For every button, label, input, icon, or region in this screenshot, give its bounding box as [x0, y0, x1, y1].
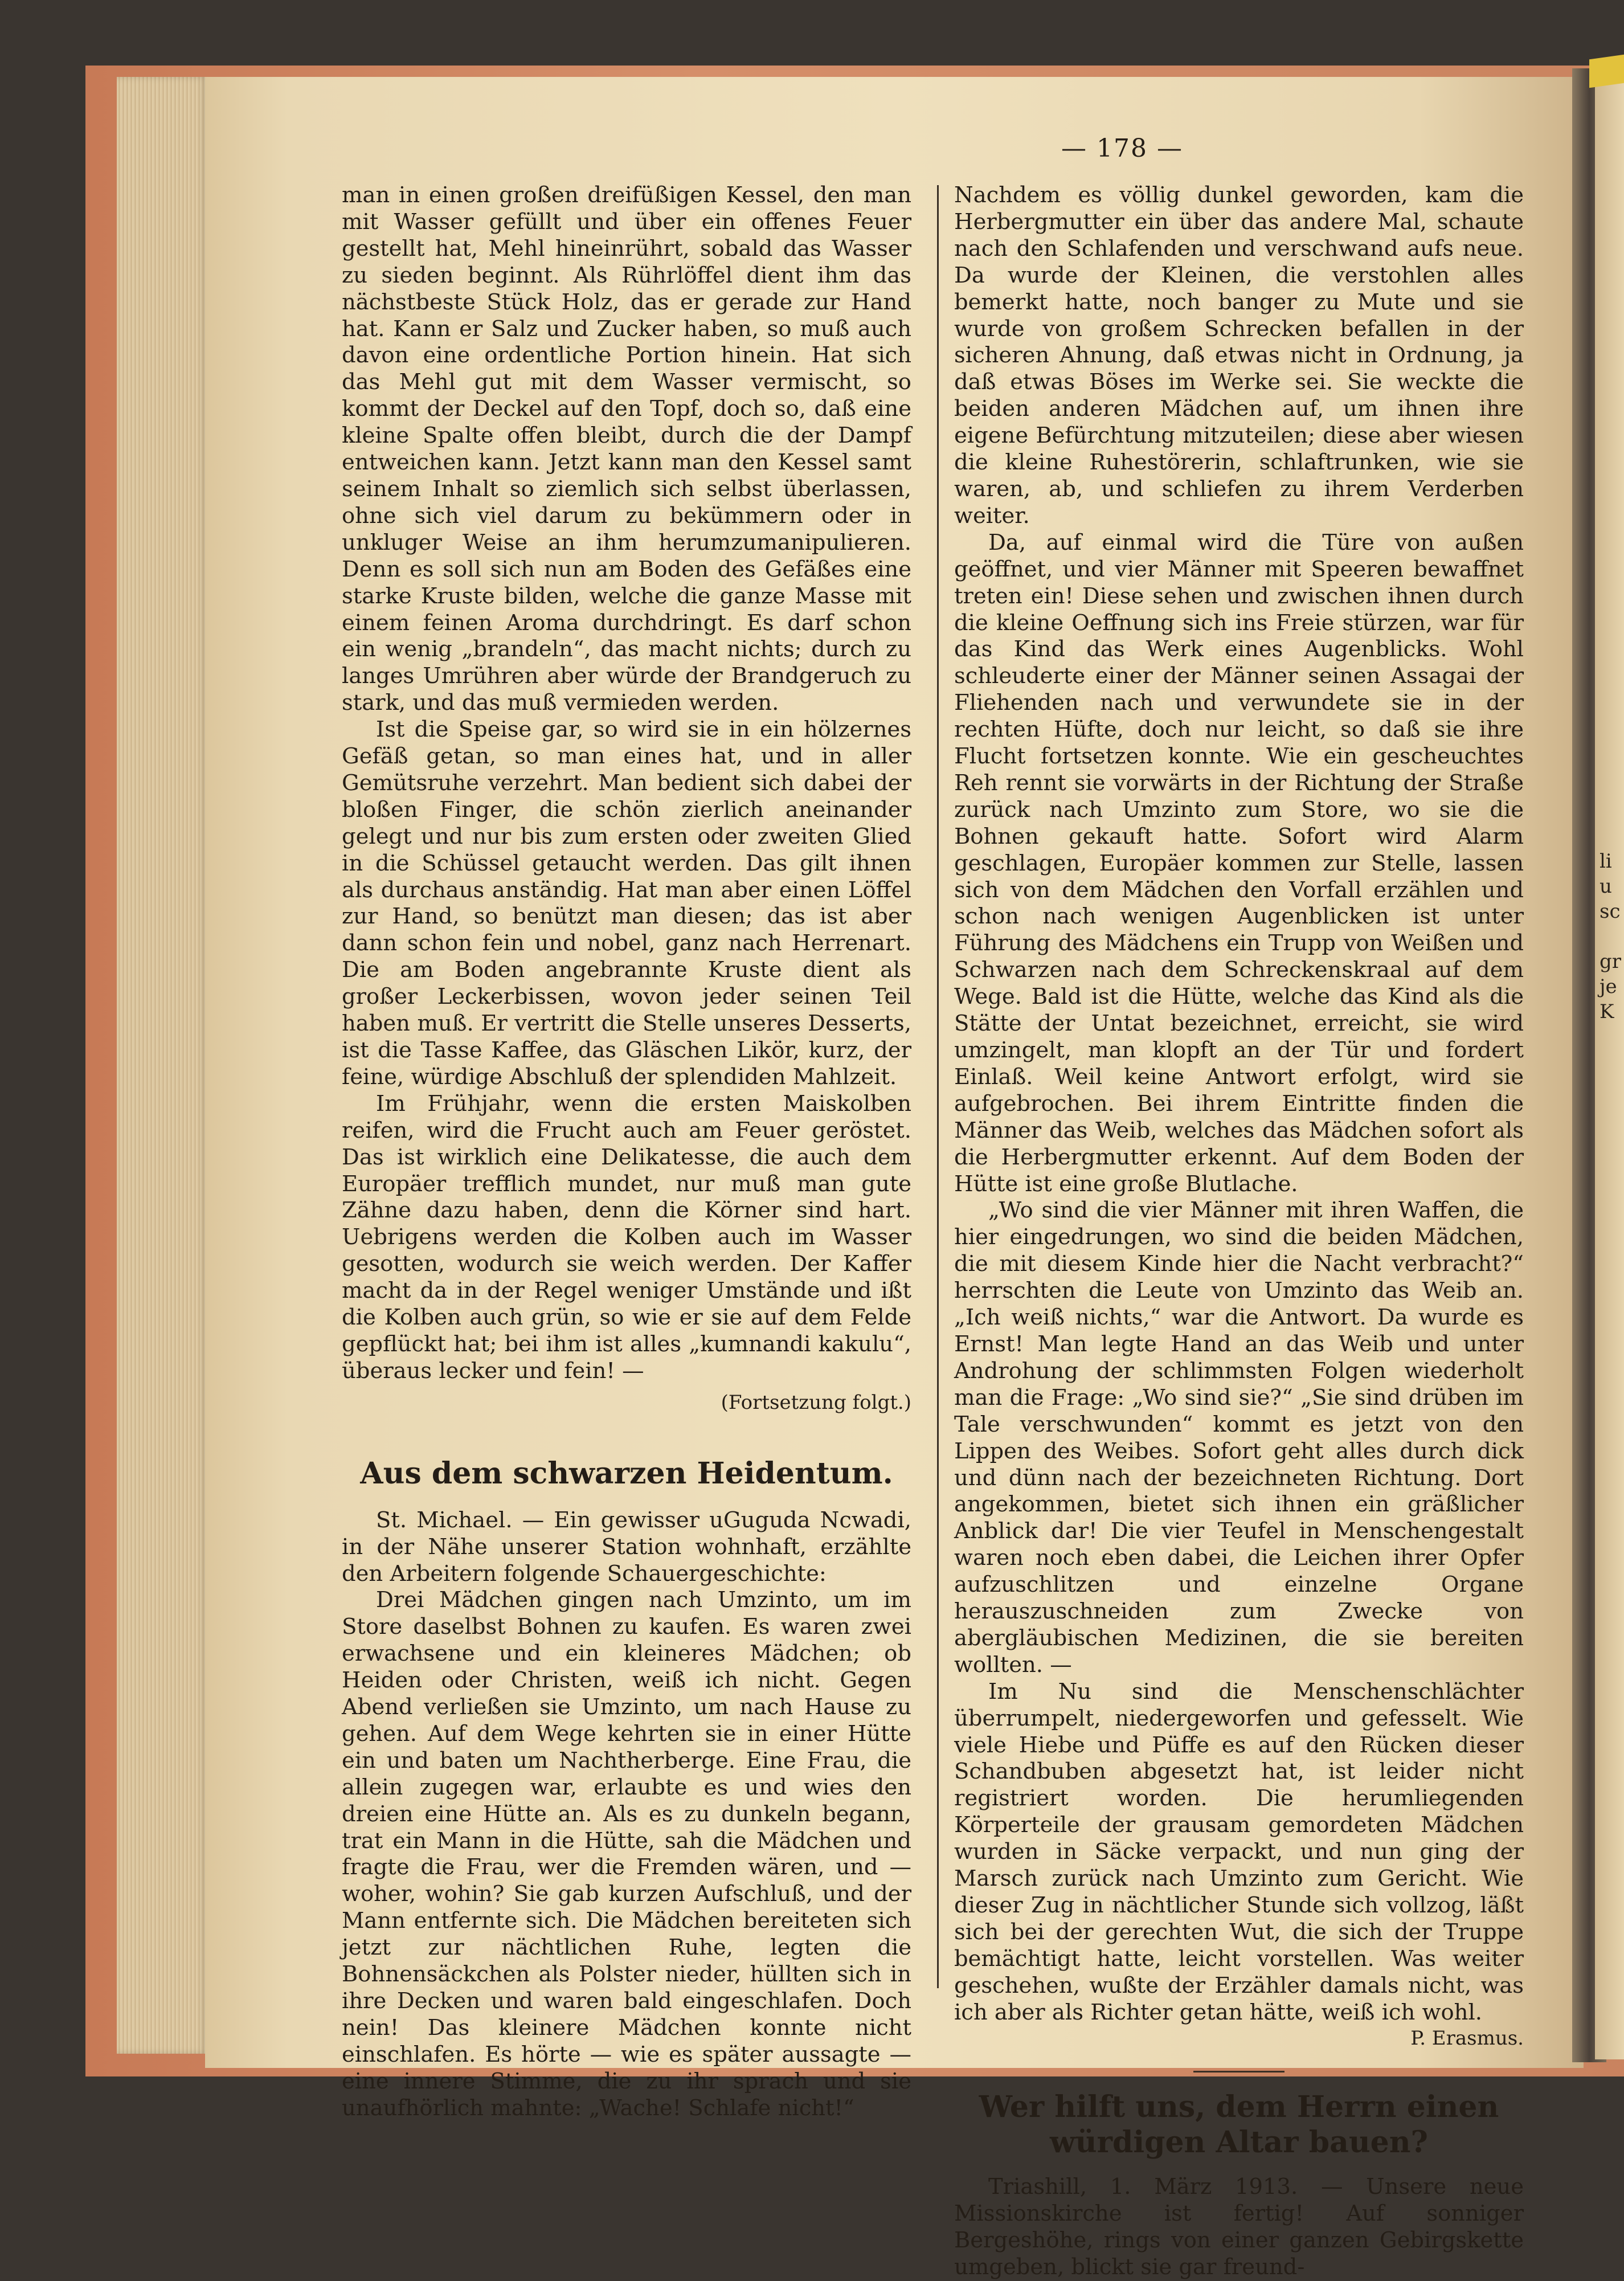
- right-column: [954, 182, 1524, 2281]
- author-signature: P. Erasmus.: [1410, 2026, 1524, 2050]
- paragraph: Nachdem es völlig dunkel geworden, kam die Herbergmutter ein über das andere Mal, schaute nach den Schlafenden und verschwand aufs neue. Da wurde der Kleinen, die verstohlen alles bemerkt hatte, noch banger zu Mute und sie wurde von großem Schrecken befallen in der sicheren Ahnung, daß etwas nicht in Ordnung, ja daß etwas Böses im Werke sei. Sie weckte die beiden anderen Mädchen auf, um ihnen ihre eigene Befürchtung mitzuteilen; diese aber wiesen die kleine Ruhestörerin, schlaftrunken, wie sie waren, ab, und schliefen zu ihrem Verderben weiter.: [954, 182, 1524, 529]
- text-fragment: u: [1600, 875, 1612, 898]
- section-heading: Wer hilft uns, dem Herrn einen würdigen Altar bauen?: [979, 2090, 1499, 2160]
- text-fragment: K: [1600, 1000, 1614, 1023]
- paragraph: Triashill, 1. März 1913. — Unsere neue Missionskirche ist fertig! Auf sonniger Bergeshöhe, rings von einer ganzen Gebirgskette umgeben, blickt sie gar freund-: [954, 2174, 1524, 2280]
- paragraph: Ist die Speise gar, so wird sie in ein hölzernes Gefäß getan, so man eines hat, und in aller Gemütsruhe verzehrt. Man bedient sich dabei der bloßen Finger, die schön zierlich aneinander gelegt und nur bis zum ersten oder zweiten Glied in die Schüssel getaucht werden. Das gilt ihnen als durchaus anständig. Hat man aber einen Löffel zur Hand, so benützt man diesen; das ist aber dann schon fein und nobel, ganz nach Herrenart. Die am Boden angebrannte Kruste dient als großer Leckerbissen, wovon jeder seinen Teil haben muß. Er vertritt die Stelle unseres Desserts, ist die Tasse Kaffee, das Gläschen Likör, kurz, der feine, würdige Abschluß der splendiden Mahlzeit.: [342, 717, 911, 1090]
- text-fragment: gr: [1600, 950, 1622, 973]
- left-column: [342, 182, 911, 2122]
- section-rule: [1193, 2071, 1285, 2072]
- paragraph: Im Nu sind die Menschenschlächter überrumpelt, niedergeworfen und gefesselt. Wie viele Hiebe und Püffe es auf den Rücken dieser Schandbuben abgesetzt hat, ist leider nicht registriert worden. Die herumliegenden Körperteile der grausam gemordeten Mädchen wurden in Säcke verpackt, und nun ging der Marsch zurück nach Umzinto zum Gericht. Wie dieser Zug in nächtlicher Stunde sich vollzog, läßt sich bei der gerechten Wut, die sich der Truppe bemächtigt hatte, leicht vorstellen. Was weiter geschehen, wußte der Erzähler damals nicht, was ich aber als Richter getan hätte, weiß ich wohl.: [954, 1678, 1524, 2025]
- section-heading: Aus dem schwarzen Heidentum.: [360, 1456, 893, 1491]
- paragraph: Drei Mädchen gingen nach Umzinto, um im Store daselbst Bohnen zu kaufen. Es waren zwei erwachsene und ein kleineres Mädchen; ob Heiden oder Christen, weiß ich nicht. Gegen Abend verließen sie Umzinto, um nach Hause zu gehen. Auf dem Wege kehrten sie in einer Hütte ein und baten um Nachtherberge. Eine Frau, die allein zugegen war, erlaubte es und wies den dreien eine Hütte an. Als es zu dunkeln begann, trat ein Mann in die Hütte, sah die Mädchen und fragte die Frau, wer die Fremden wären, und — woher, wohin? Sie gab kurzen Aufschluß, und der Mann entfernte sich. Die Mädchen bereiteten sich jetzt zur nächtlichen Ruhe, legten die Bohnensäckchen als Polster nieder, hüllten sich in ihre Decken und waren bald eingeschlafen. Doch nein! Das kleinere Mädchen konnte nicht einschlafen. Es hörte — wie es später aussagte — eine innere Stimme, die zu ihr sprach und sie unaufhörlich mahnte: „Wache! Schlafe nicht!“: [342, 1587, 911, 2121]
- bookmark-ribbon: [1589, 55, 1624, 88]
- paragraph: „Wo sind die vier Männer mit ihren Waffen, die hier eingedrungen, wo sind die beiden Mädchen, die mit diesem Kinde hier die Nacht verbracht?“ herrschten die Leute von Umzinto das Weib an. „Ich weiß nichts,“ war die Antwort. Da wurde es Ernst! Man legte Hand an das Weib und unter Androhung der schlimmsten Folgen wiederholt man die Frage: „Wo sind sie?“ „Sie sind drüben im Tale verschwunden“ kommt es jetzt von den Lippen des Weibes. Sofort geht alles durch dick und dünn nach der bezeichneten Richtung. Dort angekommen, bietet sich ihnen ein gräßlicher Anblick dar! Die vier Teufel in Menschengestalt waren noch eben dabei, die Leichen ihrer Opfer aufzuschlitzen und einzelne Organe herauszuschneiden zum Zwecke von abergläubischen Medizinen, die sie bereiten wollten. —: [954, 1197, 1524, 1678]
- paragraph: Im Frühjahr, wenn die ersten Maiskolben reifen, wird die Frucht auch am Feuer geröstet. Das ist wirklich eine Delikatesse, die auch dem Europäer trefflich mundet, nur muß man gute Zähne dazu haben, denn die Körner sind hart. Uebrigens werden die Kolben auch im Wasser gesotten, wodurch sie weich werden. Der Kaffer macht da in der Regel weniger Umstände und ißt die Kolben auch grün, so wie er sie auf dem Felde gepflückt hat; bei ihm ist alles „kumnandi kakulu“, überaus lecker und fein! —: [342, 1090, 911, 1384]
- continued-note: (Fortsetzung folgt.): [721, 1391, 911, 1414]
- paragraph: St. Michael. — Ein gewisser uGuguda Ncwadi, in der Nähe unserer Station wohnhaft, erzählte den Arbeitern folgende Schauergeschichte:: [342, 1507, 911, 1587]
- paragraph: Da, auf einmal wird die Türe von außen geöffnet, und vier Männer mit Speeren bewaffnet treten ein! Diese sehen und zwischen ihnen durch die kleine Oeffnung sich ins Freie stürzen, war für das Kind das Werk eines Augenblicks. Wohl schleuderte einer der Männer seinen Assagai der Fliehenden nach und verwundete sie in der rechten Hüfte, doch nur leicht, so daß sie ihre Flucht fortsetzen konnte. Wie ein gescheuchtes Reh rennt sie vorwärts in der Richtung der Straße zurück nach Umzinto zum Store, wo sie die Bohnen gekauft hatte. Sofort wird Alarm geschlagen, Europäer kommen zur Stelle, lassen sich von dem Mädchen den Vorfall erzählen und schon nach wenigen Augenblicken ist unter Führung des Mädchens ein Trupp von Weißen und Schwarzen nach dem Schreckenskraal auf dem Wege. Bald ist die Hütte, welche das Kind als die Stätte der Untat bezeichnet, erreicht, sie wird umzingelt, man klopft an der Tür und fordert Einlaß. Weil keine Antwort erfolgt, wird sie aufgebrochen. Bei ihrem Eintritte finden die Männer das Weib, welches das Mädchen sofort als die Herbergmutter erkennt. Auf dem Boden der Hütte ist eine große Blutlache.: [954, 529, 1524, 1197]
- column-divider: [937, 185, 939, 1988]
- book-page: [205, 77, 1584, 2280]
- next-page-edge: [1595, 71, 1624, 2059]
- text-fragment: li: [1600, 850, 1612, 873]
- paragraph: man in einen großen dreifüßigen Kessel, den man mit Wasser gefüllt und über ein offenes Feuer gestellt hat, Mehl hineinrührt, sobald das Wasser zu sieden beginnt. Als Rührlöffel dient ihm das nächstbeste Stück Holz, das er gerade zur Hand hat. Kann er Salz und Zucker haben, so muß auch davon eine ordentliche Portion hinein. Hat sich das Mehl gut mit dem Wasser vermischt, so kommt der Deckel auf den Topf, doch so, daß eine kleine Spalte offen bleibt, durch die der Dampf entweichen kann. Jetzt kann man den Kessel samt seinem Inhalt so ziemlich sich selbst überlassen, ohne sich viel darum zu bekümmern oder in unkluger Weise an ihm herumzumanipulieren. Denn es soll sich nun am Boden des Gefäßes eine starke Kruste bilden, welche die ganze Masse mit einem feinen Aroma durchdringt. Es darf schon ein wenig „brandeln“, das macht nichts; durch zu langes Umrühren aber würde der Brandgeruch zu stark, und das muß vermieden werden.: [342, 182, 911, 716]
- text-fragment: je: [1600, 975, 1617, 998]
- text-fragment: sc: [1600, 900, 1621, 923]
- page-edges: [117, 77, 208, 2054]
- page-number: — 178 —: [1061, 134, 1183, 163]
- text-fragment: [1595, 924, 1621, 949]
